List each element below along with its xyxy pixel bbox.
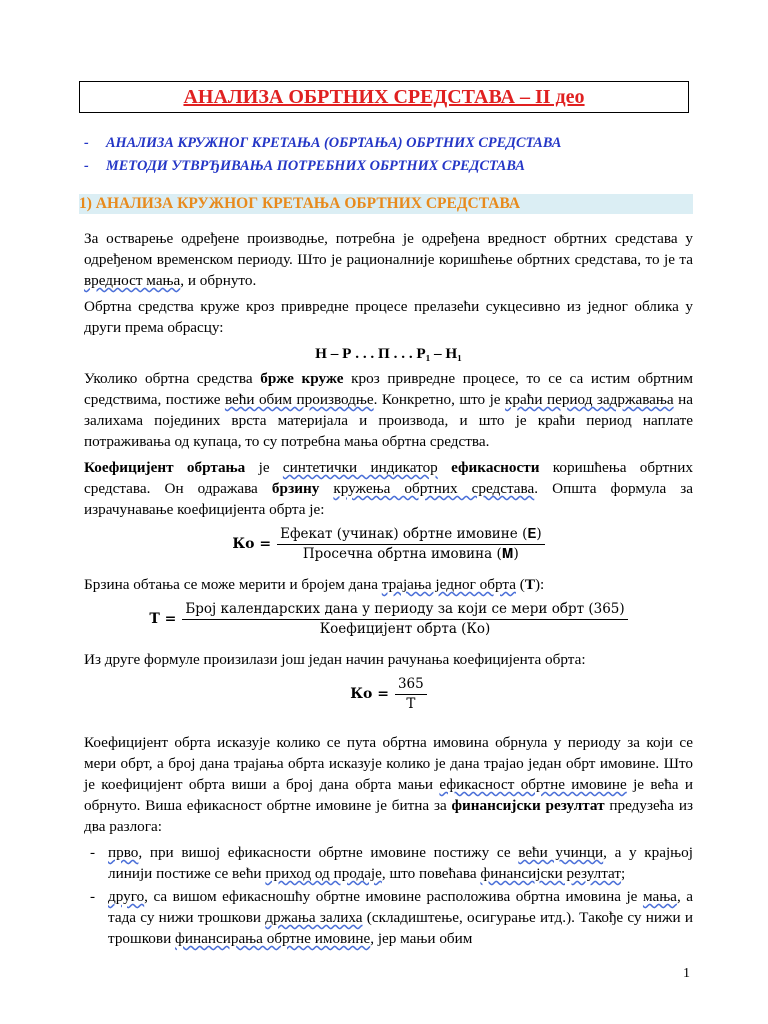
- paragraph: Уколико обртна средства брже круже кроз привредне процесе, то се са истим обртним средствима, постиже већи обим производње. Конкретно, што је краћи период задржавања на залихама појединих врста материјала и производа, и што је краћи период наплате потраживања од купаца, то су потребна мања обртна средства.: [84, 370, 693, 450]
- paragraph: Брзина обтања се може мерити и бројем дана трајања једног обрта (Т):: [84, 576, 545, 593]
- page-title: АНАЛИЗА ОБРТНИХ СРЕДСТАВА – II део: [79, 81, 689, 113]
- paragraph: Коефицијент обрта исказује колико се пута обртна имовина обрнула у периоду за који се мери обрт, а број дана трајања обрта исказује колико је дана трајао један обрт имовине. Што је коефицијент обрта виши а број дана обрта мањи ефикасност обртне имовине је већа и обрнуто. Виша ефикасност обртне имовине је битна за финансијски резултат предузећа из два разлога:: [84, 734, 693, 835]
- topic-item: - АНАЛИЗА КРУЖНОГ КРЕТАЊА (ОБРТАЊА) ОБРТНИХ СРЕДСТАВА: [84, 135, 562, 151]
- fraction: [182, 600, 627, 639]
- paragraph: За остварење одређене производње, потребна је одређена вредност обртних средстава у одређеном временском периоду. Што је рационалније коришћење обртних средстава, то је та вредност мања, и обрнуто.: [84, 230, 693, 289]
- numerator: Број календарских дана у периоду за који се мери обрт (365): [182, 600, 627, 620]
- formula-lhs: Ко =: [350, 686, 389, 702]
- formula-lhs: Ко =: [232, 536, 272, 552]
- numerator: 365: [395, 675, 427, 695]
- flow-formula: Н – Р . . . П . . . Р₁ – Н₁: [315, 345, 462, 362]
- formula-turnover-days: [84, 600, 693, 639]
- list-item: - прво, при вишој ефикасности обртне имовине постижу се већи учинци, а у крајњој линији постиже се већи приход од продаје, што повећава финансијски резултат;: [90, 844, 693, 882]
- section-heading: 1) АНАЛИЗА КРУЖНОГ КРЕТАЊА ОБРТНИХ СРЕДСТАВА: [79, 194, 693, 214]
- denominator: Т: [406, 696, 416, 712]
- formula-turnover-coefficient: [84, 525, 693, 564]
- topic-list: [84, 132, 694, 178]
- list-item: - друго, са вишом ефикасношћу обртне имовине расположива обртна имовина је мања, а тада су нижи трошкови држања залиха (складиштење, осигурање итд.). Такође су нижи и трошкови финансирања обртне имовине, јер мањи обим: [90, 888, 694, 947]
- fraction: [395, 675, 427, 714]
- formula-lhs: Т =: [149, 611, 177, 627]
- paragraph: Из друге формуле произилази још један начин рачунања коефицијента обрта:: [84, 651, 586, 668]
- topic-item: - МЕТОДИ УТВРЂИВАЊА ПОТРЕБНИХ ОБРТНИХ СРЕДСТАВА: [84, 158, 525, 174]
- document-body: [84, 228, 693, 951]
- formula-coefficient-from-days: [84, 675, 693, 714]
- denominator: Коефицијент обрта (Ко): [319, 621, 491, 637]
- fraction: [277, 525, 545, 564]
- paragraph: Обртна средства круже кроз привредне процесе прелазећи сукцесивно из једног облика у други према обрасцу:: [84, 298, 693, 336]
- paragraph: Коефицијент обртања је синтетички индикатор ефикасности коришћења обртних средстава. Он одражава брзину кружења обртних средстава. Општа формула за израчунавање коефицијента обрта је:: [84, 459, 694, 518]
- denominator: Просечна обртна имовина (𝐌): [302, 546, 519, 562]
- numerator: Ефекат (учинак) обртне имовине (𝐄): [277, 525, 545, 545]
- page-number: 1: [683, 966, 690, 981]
- reasons-list: [84, 842, 693, 949]
